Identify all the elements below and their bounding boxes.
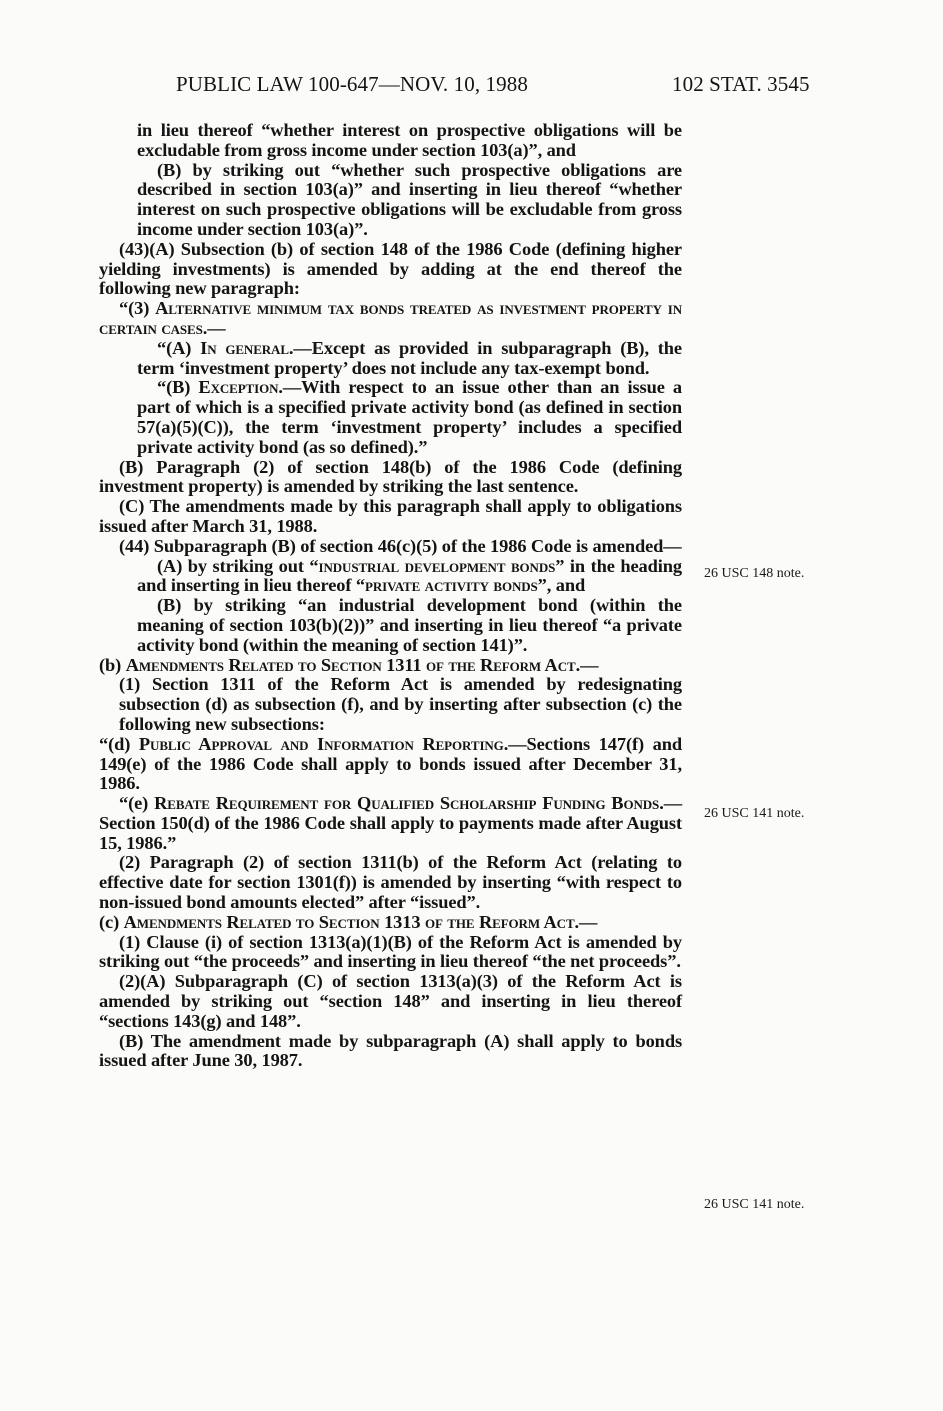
paragraph: (44) Subparagraph (B) of section 46(c)(5) of the 1986 Code is amended—	[119, 535, 682, 556]
paragraph: (A) by striking out “industrial development bonds” in the heading and inserting in lieu thereof “private activity bonds”, and	[137, 555, 682, 596]
section-heading: (c) Amendments Related to Section 1313 of the Reform Act.—	[99, 911, 598, 932]
header-stat-page: 102 STAT. 3545	[672, 72, 810, 96]
paragraph: (B) The amendment made by subparagraph (A) shall apply to bonds issued after June 30, 1987.	[99, 1030, 682, 1071]
paragraph: (2) Paragraph (2) of section 1311(b) of the Reform Act (relating to effective date for section 1301(f)) is amended by inserting “with respect to non-issued bond amounts elected” after “issued”.	[99, 852, 682, 913]
section-heading: (b) Amendments Related to Section 1311 of the Reform Act.—	[99, 654, 599, 675]
paragraph: in lieu thereof “whether interest on prospective obligations will be excludable from gross income under section 103(a)”, and	[137, 120, 682, 160]
paragraph: “(B) Exception.—With respect to an issue other than an issue a part of which is a specified private activity bond (as defined in section 57(a)(5)(C)), the term ‘investment property’ includes a specified private activity bond (as so defined).”	[137, 377, 682, 457]
statute-text	[99, 121, 682, 1071]
paragraph: “(d) Public Approval and Information Reporting.—Sections 147(f) and 149(e) of the 1986 Code shall apply to bonds issued after December 31, 1986.	[99, 733, 682, 794]
paragraph: (1) Section 1311 of the Reform Act is amended by redesignating subsection (d) as subsection (f), and by inserting after subsection (c) the following new subsections:	[119, 674, 682, 734]
paragraph: “(A) In general.—Except as provided in subparagraph (B), the term ‘investment property’ does not include any tax-exempt bond.	[137, 337, 682, 378]
margin-note: 26 USC 141 note.	[704, 806, 805, 821]
paragraph: (43)(A) Subsection (b) of section 148 of the 1986 Code (defining higher yielding investments) is amended by adding at the end thereof the following new paragraph:	[99, 238, 682, 299]
paragraph: (B) by striking out “whether such prospective obligations are described in section 103(a)” and inserting in lieu thereof “whether interest on such prospective obligations will be excludable from gross income under section 103(a)”.	[137, 159, 682, 239]
paragraph: “(e) Rebate Requirement for Qualified Scholarship Funding Bonds.—Section 150(d) of the 1986 Code shall apply to payments made after August 15, 1986.”	[99, 793, 682, 853]
margin-note: 26 USC 141 note.	[704, 1197, 805, 1212]
header-title: PUBLIC LAW 100-647—NOV. 10, 1988	[176, 72, 528, 96]
paragraph: (B) Paragraph (2) of section 148(b) of the 1986 Code (defining investment property) is amended by striking the last sentence.	[99, 456, 682, 497]
margin-note: 26 USC 148 note.	[704, 566, 805, 581]
paragraph: (2)(A) Subparagraph (C) of section 1313(a)(3) of the Reform Act is amended by striking out “section 148” and inserting in lieu thereof “sections 143(g) and 148”.	[99, 971, 682, 1031]
paragraph: (1) Clause (i) of section 1313(a)(1)(B) of the Reform Act is amended by striking out “the proceeds” and inserting in lieu thereof “the net proceeds”.	[99, 931, 682, 972]
running-header	[0, 72, 943, 98]
paragraph: (C) The amendments made by this paragraph shall apply to obligations issued after March 31, 1988.	[99, 496, 682, 536]
paragraph: (B) by striking “an industrial development bond (within the meaning of section 103(b)(2))” and inserting in lieu thereof “a private activity bond (within the meaning of section 141)”.	[137, 595, 682, 655]
paragraph-heading: “(3) Alternative minimum tax bonds treated as investment property in certain cases.—	[99, 298, 682, 338]
